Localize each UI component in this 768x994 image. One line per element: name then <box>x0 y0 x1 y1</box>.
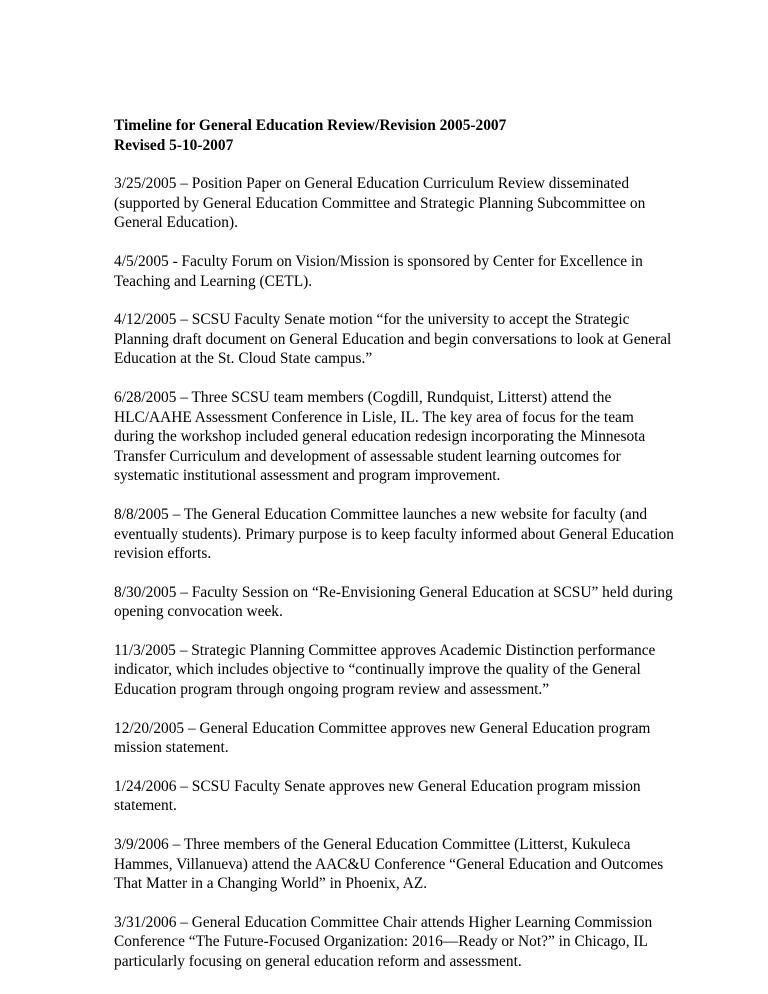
timeline-entry: 11/3/2005 – Strategic Planning Committee approves Academic Distinction performance indicator, which includes objective to “continually improve the quality of the General Education program through ongoing program review and assessment.” <box>114 641 656 699</box>
timeline-entry: 3/9/2006 – Three members of the General Education Committee (Litterst, Kukuleca Hammes, Villanueva) attend the AAC&U Conference “General Education and Outcomes That Matter in a Changing World” in Phoenix, AZ. <box>114 836 664 893</box>
timeline-entry: 6/28/2005 – Three SCSU team members (Cogdill, Rundquist, Litterst) attend the HLC/AAHE Assessment Conference in Lisle, IL. The key area of focus for the team during the workshop included general education redesign incorporating the Minnesota Transfer Curriculum and development of assessable student learning outcomes for systematic institutional assessment and program improvement. <box>114 388 646 485</box>
timeline-entry: 1/24/2006 – SCSU Faculty Senate approves new General Education program mission statement. <box>114 777 641 815</box>
timeline-entry: 8/8/2005 – The General Education Committee launches a new website for faculty (and eventually students). Primary purpose is to keep faculty informed about General Education revision efforts. <box>114 505 674 563</box>
timeline-entry: 3/31/2006 – General Education Committee Chair attends Higher Learning Commission Conference “The Future-Focused Organization: 2016—Ready or Not?” in Chicago, IL particularly focusing on general education reform and assessment. <box>114 913 653 970</box>
document-title: Timeline for General Education Review/Revision 2005-2007 <box>114 117 507 134</box>
timeline-entry: 4/12/2005 – SCSU Faculty Senate motion “for the university to accept the Strategic Planning draft document on General Education and begin conversations to look at General Education at the St. Cloud State campus.” <box>114 311 672 368</box>
timeline-entry: 3/25/2005 – Position Paper on General Education Curriculum Review disseminated (supported by General Education Committee and Strategic Planning Subcommittee on General Education). <box>114 175 646 232</box>
revision-date: Revised 5-10-2007 <box>114 136 234 154</box>
timeline-entry: 4/5/2005 - Faculty Forum on Vision/Mission is sponsored by Center for Excellence in Teaching and Learning (CETL). <box>114 252 643 290</box>
document-page <box>114 116 674 972</box>
timeline-entry: 12/20/2005 – General Education Committee approves new General Education program mission statement. <box>114 719 651 757</box>
timeline-entry: 8/30/2005 – Faculty Session on “Re-Envisioning General Education at SCSU” held during opening convocation week. <box>114 583 673 621</box>
